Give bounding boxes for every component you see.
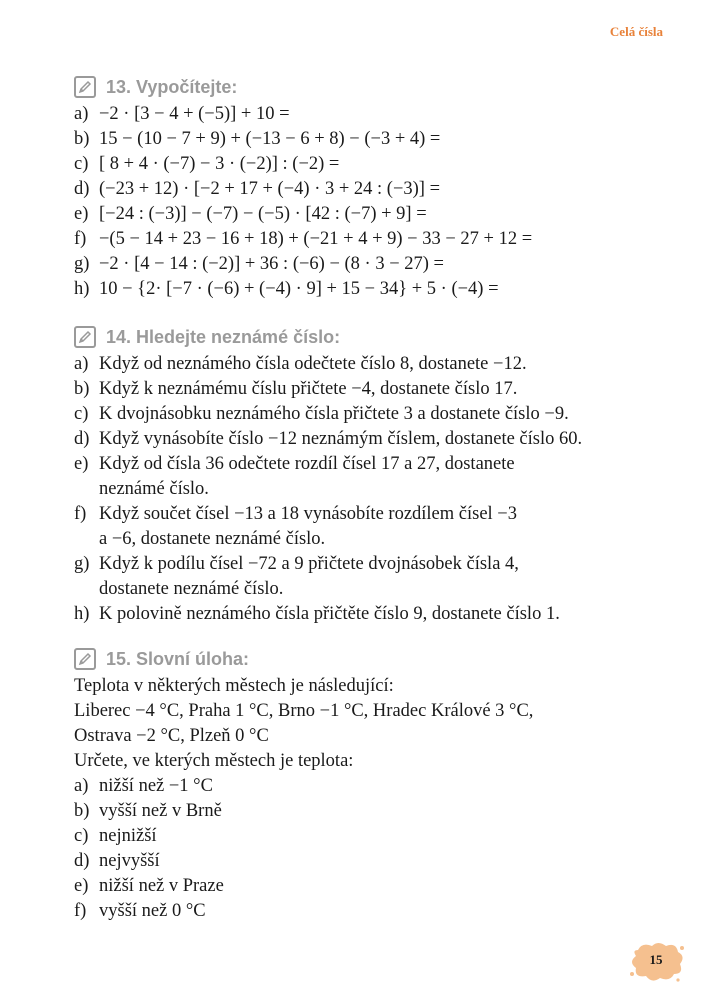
item-text: nižší než v Praze [99, 876, 224, 896]
item-label: a) [74, 354, 89, 374]
list-item [74, 874, 673, 899]
item-text: [−24 : (−3)] − (−7) − (−5) · [42 : (−7) + 9] = [99, 204, 427, 224]
exercise-15-title: 15. Slovní úloha: [106, 648, 250, 669]
item-label: e) [74, 454, 89, 474]
intro-text: Liberec −4 °C, Praha 1 °C, Brno −1 °C, Hradec Králové 3 °C, [74, 701, 534, 721]
list-item [74, 277, 673, 302]
list-item [74, 127, 673, 152]
item-text: nejvyšší [99, 851, 160, 871]
item-text: Když vynásobíte číslo −12 neznámým číslem, dostanete číslo 60. [99, 429, 583, 449]
item-text: neznámé číslo. [99, 479, 209, 499]
item-label: d) [74, 429, 90, 449]
exercise-13-title: 13. Vypočítejte: [106, 76, 238, 97]
item-text: Když k neznámému číslu přičtete −4, dostanete číslo 17. [99, 379, 518, 399]
item-label: g) [74, 254, 90, 274]
item-text: Když k podílu čísel −72 a 9 přičtete dvojnásobek čísla 4, [99, 554, 519, 574]
list-item [74, 377, 673, 402]
item-text: a −6, dostanete neznámé číslo. [99, 529, 326, 549]
exercise-15-title-row [74, 644, 673, 674]
list-item [74, 799, 673, 824]
item-text: Když součet čísel −13 a 18 vynásobíte rozdílem čísel −3 [99, 504, 517, 524]
item-text: nejnižší [99, 826, 157, 846]
intro-text: Určete, ve kterých městech je teplota: [74, 751, 354, 771]
list-item [74, 824, 673, 849]
item-text: 15 − (10 − 7 + 9) + (−13 − 6 + 8) − (−3 + 4) = [99, 129, 441, 149]
list-item [74, 252, 673, 277]
list-item [74, 452, 673, 477]
list-item [74, 202, 673, 227]
pencil-icon [74, 648, 96, 670]
item-text: −2 · [4 − 14 : (−2)] + 36 : (−6) − (8 · 3 − 27) = [99, 254, 444, 274]
item-label: d) [74, 179, 90, 199]
item-text: nižší než −1 °C [99, 776, 213, 796]
list-item [74, 152, 673, 177]
item-label: h) [74, 279, 90, 299]
exercise-13 [74, 72, 673, 302]
list-item [74, 602, 673, 627]
exercise-15 [74, 644, 673, 924]
list-item-continuation [74, 577, 673, 602]
list-item [74, 849, 673, 874]
exercise-14-title-row [74, 322, 673, 352]
intro-text: Teplota v některých městech je následující: [74, 676, 394, 696]
list-item [74, 352, 673, 377]
page-number-badge [628, 938, 686, 984]
list-item [74, 402, 673, 427]
item-label: c) [74, 154, 89, 174]
list-item [74, 899, 673, 924]
item-label: c) [74, 826, 89, 846]
item-text: vyšší než v Brně [99, 801, 222, 821]
item-label: f) [74, 901, 87, 921]
list-item [74, 102, 673, 127]
item-label: e) [74, 876, 89, 896]
item-text: K dvojnásobku neznámého čísla přičtete 3 a dostanete číslo −9. [99, 404, 569, 424]
intro-line [74, 724, 673, 749]
page-number: 15 [649, 952, 663, 967]
item-text: (−23 + 12) · [−2 + 17 + (−4) · 3 + 24 : (−3)] = [99, 179, 441, 199]
intro-text: Ostrava −2 °C, Plzeň 0 °C [74, 726, 269, 746]
item-label: h) [74, 604, 90, 624]
list-item [74, 774, 673, 799]
item-text: vyšší než 0 °C [99, 901, 206, 921]
exercise-14 [74, 322, 673, 627]
exercise-13-title-row [74, 72, 673, 102]
intro-line [74, 699, 673, 724]
list-item [74, 552, 673, 577]
list-item [74, 427, 673, 452]
list-item-continuation [74, 527, 673, 552]
item-label: f) [74, 229, 87, 249]
item-label: e) [74, 204, 89, 224]
item-label: g) [74, 554, 90, 574]
item-text: −2 · [3 − 4 + (−5)] + 10 = [99, 104, 290, 124]
item-text: Když od čísla 36 odečtete rozdíl čísel 17 a 27, dostanete [99, 454, 515, 474]
item-label: a) [74, 776, 89, 796]
item-label: c) [74, 404, 89, 424]
pencil-icon [74, 326, 96, 348]
item-label: f) [74, 504, 87, 524]
list-item [74, 177, 673, 202]
item-text: dostanete neznámé číslo. [99, 579, 284, 599]
item-label: b) [74, 129, 90, 149]
item-text: K polovině neznámého čísla přičtěte číslo 9, dostanete číslo 1. [99, 604, 560, 624]
intro-line [74, 674, 673, 699]
intro-line [74, 749, 673, 774]
item-text: [ 8 + 4 · (−7) − 3 · (−2)] : (−2) = [99, 154, 340, 174]
item-label: b) [74, 801, 90, 821]
list-item [74, 227, 673, 252]
list-item-continuation [74, 477, 673, 502]
chapter-header: Celá čísla [609, 24, 663, 39]
pencil-icon [74, 76, 96, 98]
item-label: a) [74, 104, 89, 124]
list-item [74, 502, 673, 527]
item-label: b) [74, 379, 90, 399]
item-text: Když od neznámého čísla odečtete číslo 8, dostanete −12. [99, 354, 527, 374]
item-text: −(5 − 14 + 23 − 16 + 18) + (−21 + 4 + 9) − 33 − 27 + 12 = [99, 229, 533, 249]
exercise-14-title: 14. Hledejte neznámé číslo: [106, 326, 341, 347]
item-text: 10 − {2· [−7 · (−6) + (−4) · 9] + 15 − 34} + 5 · (−4) = [99, 279, 499, 299]
item-label: d) [74, 851, 90, 871]
